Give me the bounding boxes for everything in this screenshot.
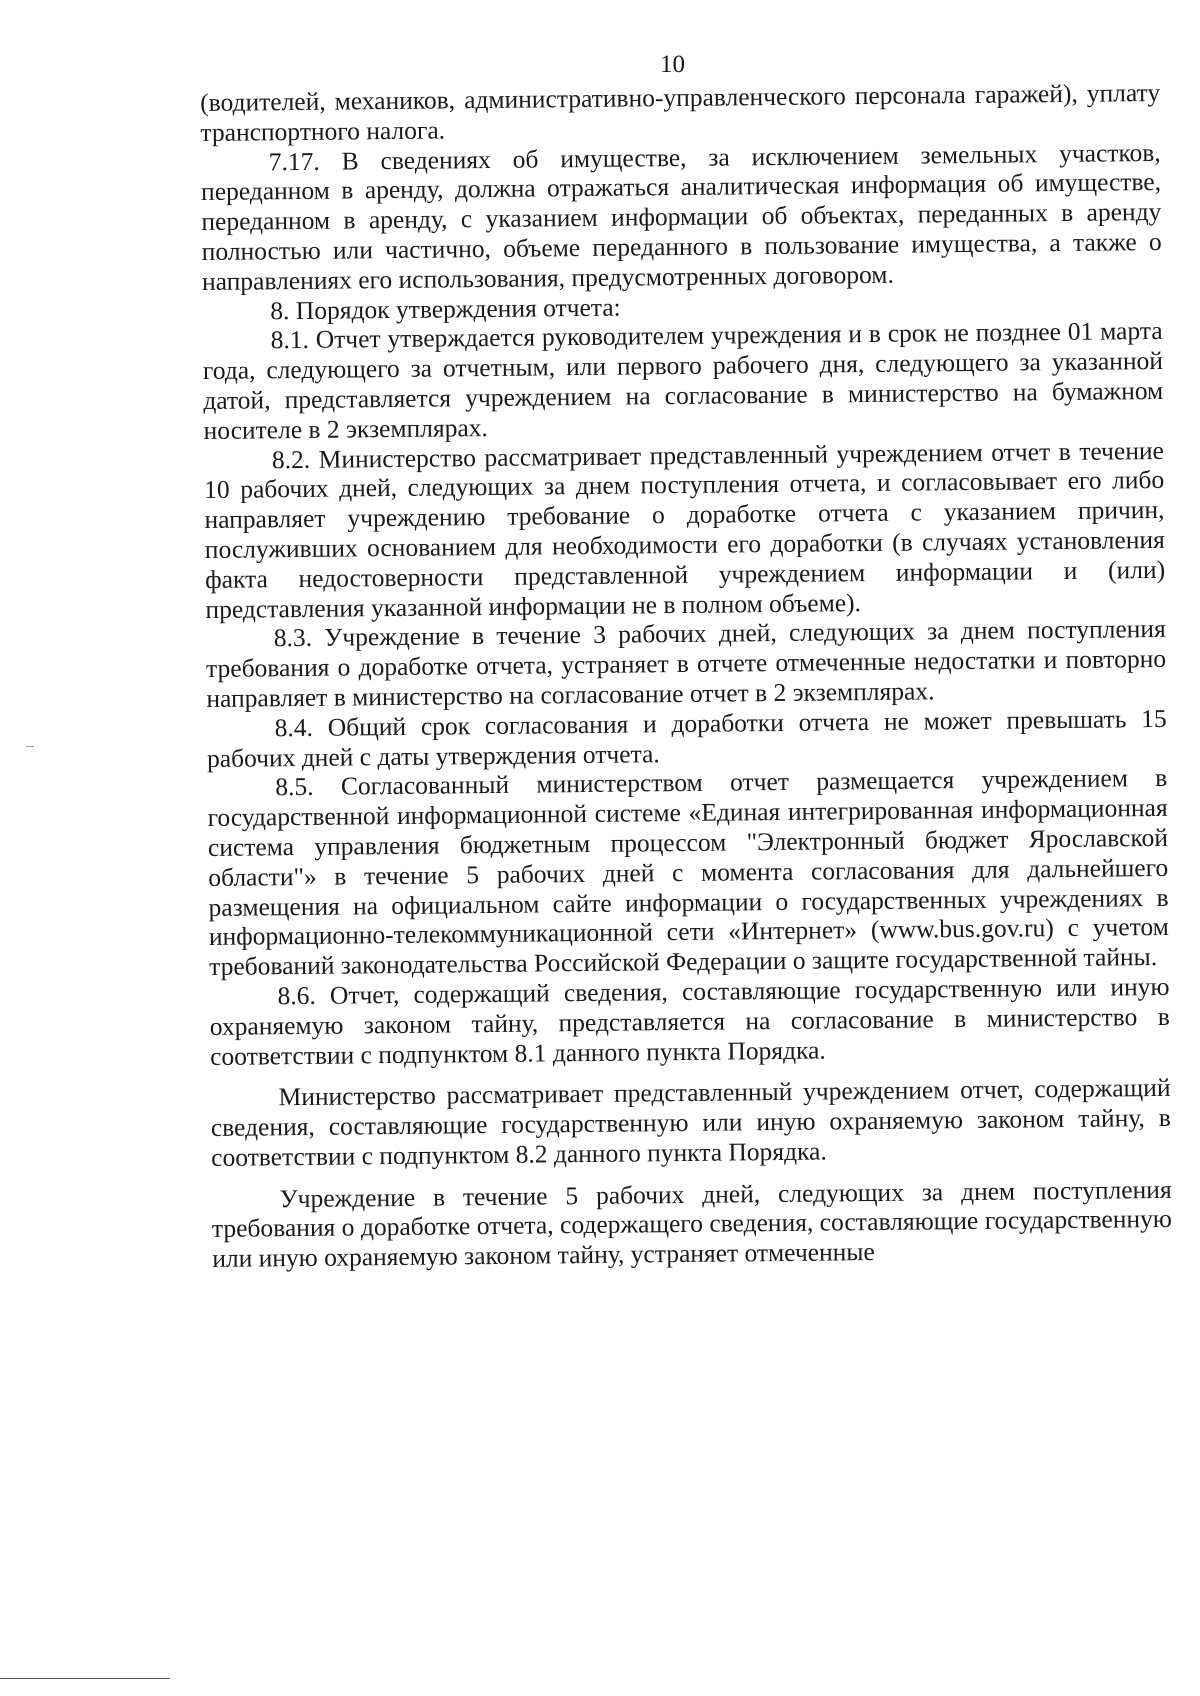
page-number: 10 [660,51,685,78]
paragraph-8-5: 8.5. Согласованный министерством отчет размещается учреждением в государственной информационной системе «Единая интегрированная информационная система управления бюджетным процессом "Электронный бюджет Ярославской области"» в течение 5 рабочих дней с момента согласования для дальнейшего размещения на официальном сайте информации о государственных учреждениях в информационно-телекоммуникационной сети «Интернет» (www.bus.gov.ru) с учетом требований законодательства Российской Федерации о защите государственной тайны. [207,763,1169,982]
section-8-heading: 8. Порядок утверждения отчета: [270,292,621,325]
paragraph-8-3: 8.3. Учреждение в течение 3 рабочих дней, следующих за днем поступления требования о доработке отчета, устраняет в отчете отмеченные недостатки и повторно направляет в министерство на согласование отчет в 2 экземплярах. [205,614,1167,713]
paragraph-7-17: 7.17. В сведениях об имуществе, за исключением земельных участков, переданном в аренду, должна отражаться аналитическая информация об имуществе, переданном в аренду, с указанием информации об объектах, переданных в аренду полностью или частично, объеме переданного в пользование имущества, а также о направлениях его использования, предусмотренных договором. [200,137,1162,296]
paragraph-ministry-review: Министерство рассматривает представленный учреждением отчет, содержащий сведения, составляющие государственную или иную охраняемую законом тайну, в соответствии с подпунктом 8.2 данного пункта Порядка. [210,1073,1171,1172]
document-body [200,78,1172,1274]
paragraph-8-4: 8.4. Общий срок согласования и доработки отчета не может превышать 15 рабочих дней с даты утверждения отчета. [206,703,1167,773]
paragraph-8-6: 8.6. Отчет, содержащий сведения, составляющие государственную или иную охраняемую законом тайну, представляется на согласование в министерство в соответствии с подпунктом 8.1 данного пункта Порядка. [209,971,1170,1071]
paragraph-8-2: 8.2. Министерство рассматривает представленный учреждением отчет в течение 10 рабочих дней, следующих за днем поступления отчета, и согласовывает его либо направляет учреждению требование о доработке отчета с указанием причин, послуживших основанием для необходимости его доработки (в случаях установления факта недостоверности представленной учреждением информации и (или) представления указанной информации не в полном объеме). [204,435,1166,624]
scan-bottom-rule [0,1678,170,1679]
paragraph-8-1: 8.1. Отчет утверждается руководителем учреждения и в срок не позднее 01 марта года, следующего за отчетным, или первого рабочего дня, следующего за указанной датой, представляется учреждением на согласование в министерство на бумажном носителе в 2 экземплярах. [202,316,1164,445]
paragraph-institution-correction: Учреждение в течение 5 рабочих дней, следующих за днем поступления требования о доработке отчета, содержащего сведения, составляющие государственную или иную охраняемую законом тайну, устраняет отмеченные [211,1174,1173,1274]
scan-margin-mark [26,746,34,747]
paragraph-continuation: (водителей, механиков, административно-управленческого персонала гаражей), уплату транспортного налога. [200,77,1161,147]
